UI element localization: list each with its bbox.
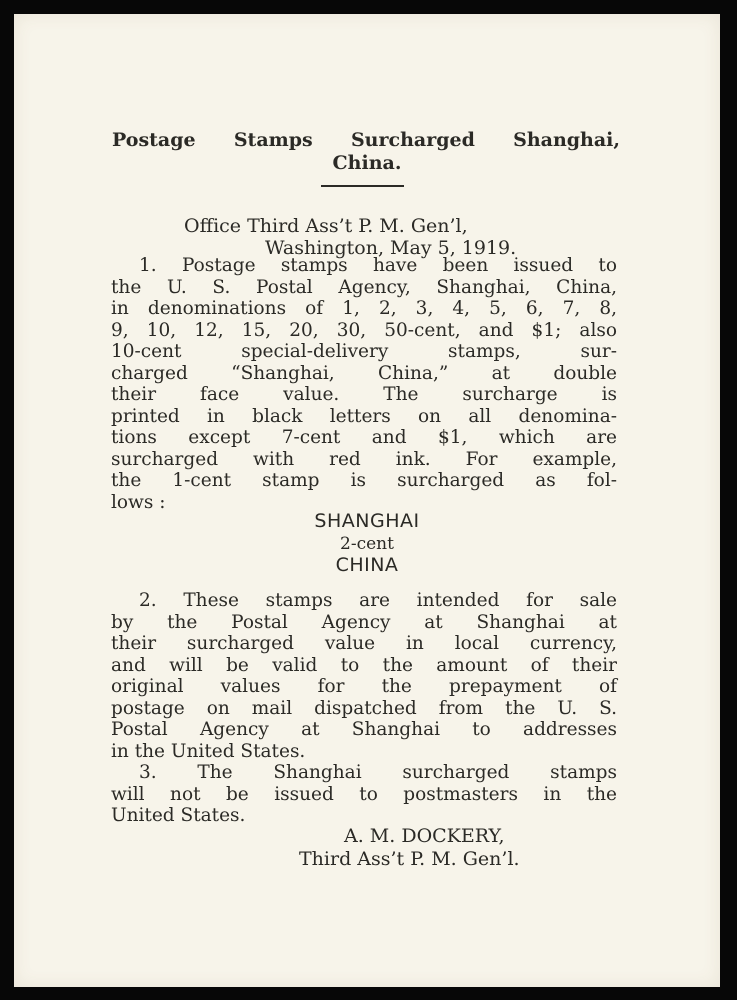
paragraph-line: 3. The Shanghai surcharged stamps	[139, 762, 617, 783]
title-word: Stamps	[233, 129, 313, 151]
paragraph-line: by the Postal Agency at Shanghai at	[111, 611, 617, 633]
surcharge-value: 2-cent	[340, 534, 394, 554]
title-divider	[321, 185, 404, 187]
paragraph-line: lows :	[111, 491, 166, 513]
surcharge-china: CHINA	[335, 554, 399, 576]
paragraph-line: postage on mail dispatched from the U. S.	[111, 697, 617, 719]
paragraph-line: printed in black letters on all denomina-	[111, 405, 617, 427]
title-line-1	[112, 129, 620, 151]
title-word: Shanghai,	[513, 129, 620, 151]
signature-title: Third Ass’t P. M. Gen’l.	[299, 848, 520, 870]
paragraph-line: original values for the prepayment of	[111, 676, 617, 697]
paragraph-line: United States.	[111, 805, 246, 826]
document-card	[14, 14, 720, 987]
title-word: Postage	[112, 129, 196, 151]
paragraph-3	[111, 762, 617, 827]
paragraph-2	[111, 590, 617, 762]
paragraph-line: in the United States.	[111, 740, 306, 762]
paragraph-1	[111, 255, 617, 513]
surcharge-shanghai: SHANGHAI	[314, 510, 420, 532]
paragraph-line: surcharged with red ink. For example,	[111, 448, 617, 470]
paragraph-line: the U. S. Postal Agency, Shanghai, China,	[111, 276, 617, 298]
paragraph-line: charged “Shanghai, China,” at double	[111, 362, 617, 384]
paragraph-line: the 1-cent stamp is surcharged as fol-	[111, 470, 617, 491]
paragraph-line: 10-cent special-delivery stamps, sur-	[111, 341, 617, 362]
dateline-place-date: Washington, May 5, 1919.	[265, 237, 517, 259]
paragraph-line: will not be issued to postmasters in the	[111, 783, 617, 805]
title-word: Surcharged	[350, 129, 475, 151]
paragraph-line: their face value. The surcharge is	[111, 384, 617, 405]
paragraph-line: and will be valid to the amount of their	[111, 654, 617, 676]
paragraph-line: in denominations of 1, 2, 3, 4, 5, 6, 7, 8,	[111, 298, 617, 319]
paragraph-line: their surcharged value in local currency,	[111, 633, 617, 654]
dateline-office: Office Third Ass’t P. M. Gen’l,	[184, 215, 468, 237]
title-line-2: China.	[332, 152, 402, 174]
paragraph-line: 1. Postage stamps have been issued to	[139, 255, 617, 276]
signature-name: A. M. DOCKERY,	[344, 825, 505, 847]
paragraph-line: 2. These stamps are intended for sale	[139, 590, 617, 611]
paragraph-line: Postal Agency at Shanghai to addresses	[111, 719, 617, 740]
paragraph-line: 9, 10, 12, 15, 20, 30, 50-cent, and $1; also	[111, 319, 617, 341]
paragraph-line: tions except 7-cent and $1, which are	[111, 427, 617, 448]
